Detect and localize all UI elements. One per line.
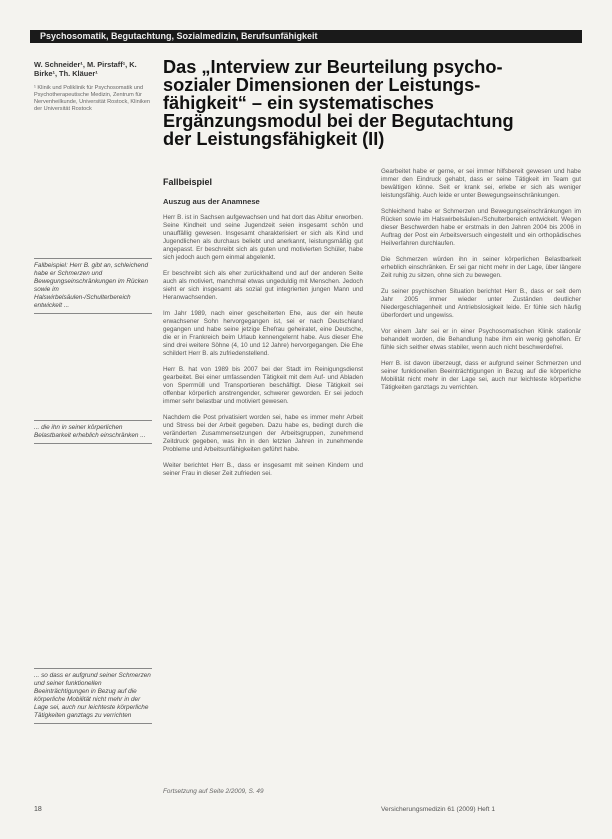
- article-title: [163, 58, 583, 148]
- paragraph: Im Jahr 1989, nach einer gescheiterten Ehe, aus der ein heute erwachsener Sohn hervorgegangen ist, sei er nach Deutschland gegangen und habe seine jetzige Ehefrau geheiratet, eine Deutsche, die er in Frankreich beim Urlaub kennengelernt habe. Aus dieser Ehe sind drei weitere Söhne (4, 10 und 12 Jahre) hervorgegangen. Die Ehe schildert Herr B. als zufriedenstellend.: [163, 310, 363, 357]
- page-number: 18: [34, 806, 42, 813]
- sidebar-note-1: Fallbeispiel: Herr B. gibt an, schleichend habe er Schmerzen und Bewegungseinschränkungen im Rücken sowie im Halswirbelsäulen-/Schulterbereich entwickelt ...: [34, 258, 152, 314]
- paragraph: Nachdem die Post privatisiert worden sei, habe es immer mehr Arbeit und Stress bei der Arbeit gegeben. Dazu habe es, bedingt durch die veränderten Zusammensetzungen der Arbeitsgruppen, zunehmend Zeitdruck gegeben, was ihn in den letzten Jahren in zunehmende Probleme und Arbeitsunfähigkeiten geführt habe.: [163, 414, 363, 453]
- title-line: Ergänzungsmodul bei der Begutachtung: [163, 111, 514, 131]
- paragraph: Herr B. hat von 1989 bis 2007 bei der Stadt im Reinigungsdienst gearbeitet. Bei einer umfassenden Tätigkeit mit dem Auf- und Abladen von Sperrmüll und Transportieren beschäftigt. Diese Tätigkeit sei offenbar körperlich anstrengender, schwerer geworden. Er sei jedoch immer sehr belastbar und motiviert gewesen.: [163, 366, 363, 405]
- affiliation: ¹ Klinik und Poliklinik für Psychosomatik und Psychotherapeutische Medizin, Zentrum für Nervenheilkunde, Universität Rostock, Kliniken der Universität Rostock: [34, 85, 150, 112]
- paragraph: Vor einem Jahr sei er in einer Psychosomatischen Klinik stationär behandelt worden, die Behandlung habe ihm ein wenig geholfen. Er fühle sich seither etwas stabiler, wenn auch nicht beschwerdefrei.: [381, 328, 581, 351]
- authors: W. Schneider¹, M. Pirstaff¹, K. Birke¹, Th. Kläuer¹: [34, 60, 137, 78]
- continuation-note: Fortsetzung auf Seite 2/2009, S. 49: [163, 788, 264, 795]
- paragraph: Die Schmerzen würden ihn in seiner körperlichen Belastbarkeit erheblich einschränken. Er sei gar nicht mehr in der Lage, über längere Zeit ruhig zu sitzen, ohne sich zu bewegen.: [381, 256, 581, 279]
- paragraph: Herr B. ist davon überzeugt, dass er aufgrund seiner Schmerzen und seiner funktionellen Beeinträchtigungen in Bezug auf die körperliche Mobilität nicht mehr in der Lage sei, auch nur leichteste körperliche Tätigkeiten ganztags zu verrichten.: [381, 360, 581, 391]
- paragraph: Herr B. ist in Sachsen aufgewachsen und hat dort das Abitur erworben. Seine Kindheit und seine Jugendzeit seien insgesamt schön und unauffällig gewesen. Insgesamt charakterisiert er sich als Kind und Jugendlichen als durchaus beliebt und anerkannt, leistungsmäßig gut angepasst. Er beschreibt sich als guten und motivierten Schüler, habe sich jedoch auch gern einmal abgelenkt.: [163, 214, 363, 261]
- paragraph: Weiter berichtet Herr B., dass er insgesamt mit seinen Kindern und seiner Frau in dieser Zeit zufrieden sei.: [163, 462, 363, 477]
- title-line: der Leistungsfähigkeit (II): [163, 129, 385, 149]
- text-column-right: [381, 168, 581, 400]
- journal-citation: Versicherungsmedizin 61 (2009) Heft 1: [381, 806, 495, 813]
- text-column-left: [163, 214, 363, 486]
- paragraph: Er beschreibt sich als eher zurückhaltend und auf der anderen Seite auch als motiviert, manchmal etwas ungeduldig mit Menschen. Jedoch sieht er sich insgesamt als sozial gut integrierten jungen Mann und Heranwachsenden.: [163, 270, 363, 301]
- subheading: Auszug aus der Anamnese: [163, 197, 260, 206]
- section-header: Psychosomatik, Begutachtung, Sozialmedizin, Berufsunfähigkeit: [30, 30, 582, 43]
- paragraph: Gearbeitet habe er gerne, er sei immer hilfsbereit gewesen und habe immer den Eindruck gehabt, dass er seine Tätigkeit im Team gut bewältigen könne. Seit er krank sei, erlebe er sich als weniger leistungsfähig. Auch leide er unter Bewegungseinschränkungen.: [381, 168, 581, 199]
- sidebar-note-2: ... die ihn in seiner körperlichen Belastbarkeit erheblich einschränken ...: [34, 420, 152, 444]
- sidebar-note-3: ... so dass er aufgrund seiner Schmerzen und seiner funktionellen Beeinträchtigungen in Bezug auf die körperliche Mobilität nicht mehr in der Lage sei, auch nur leichteste körperliche Tätigkeiten ganztags zu verrichten: [34, 668, 152, 724]
- title-line: sozialer Dimensionen der Leistungs-: [163, 75, 481, 95]
- paragraph: Schleichend habe er Schmerzen und Bewegungseinschränkungen im Rücken sowie im Halswirbelsäulen-/Schulterbereich entwickelt. Wegen dieser Beschwerden habe er erstmals in den Jahren 2004 bis 2006 in Auftrag der Post ein Arbeitsversuch eingestellt und ein orthopädisches Heilverfahren durchlaufen.: [381, 208, 581, 247]
- paragraph: Zu seiner psychischen Situation berichtet Herr B., dass er seit dem Jahr 2005 immer wieder unter Zuständen deutlicher Niedergeschlagenheit und Antriebslosigkeit leide. Er fühle sich häufig überfordert und ungewiss.: [381, 288, 581, 319]
- section-kicker: Fallbeispiel: [163, 177, 213, 187]
- title-line: Das „Interview zur Beurteilung psycho-: [163, 57, 503, 77]
- title-line: fähigkeit“ – ein systematisches: [163, 93, 434, 113]
